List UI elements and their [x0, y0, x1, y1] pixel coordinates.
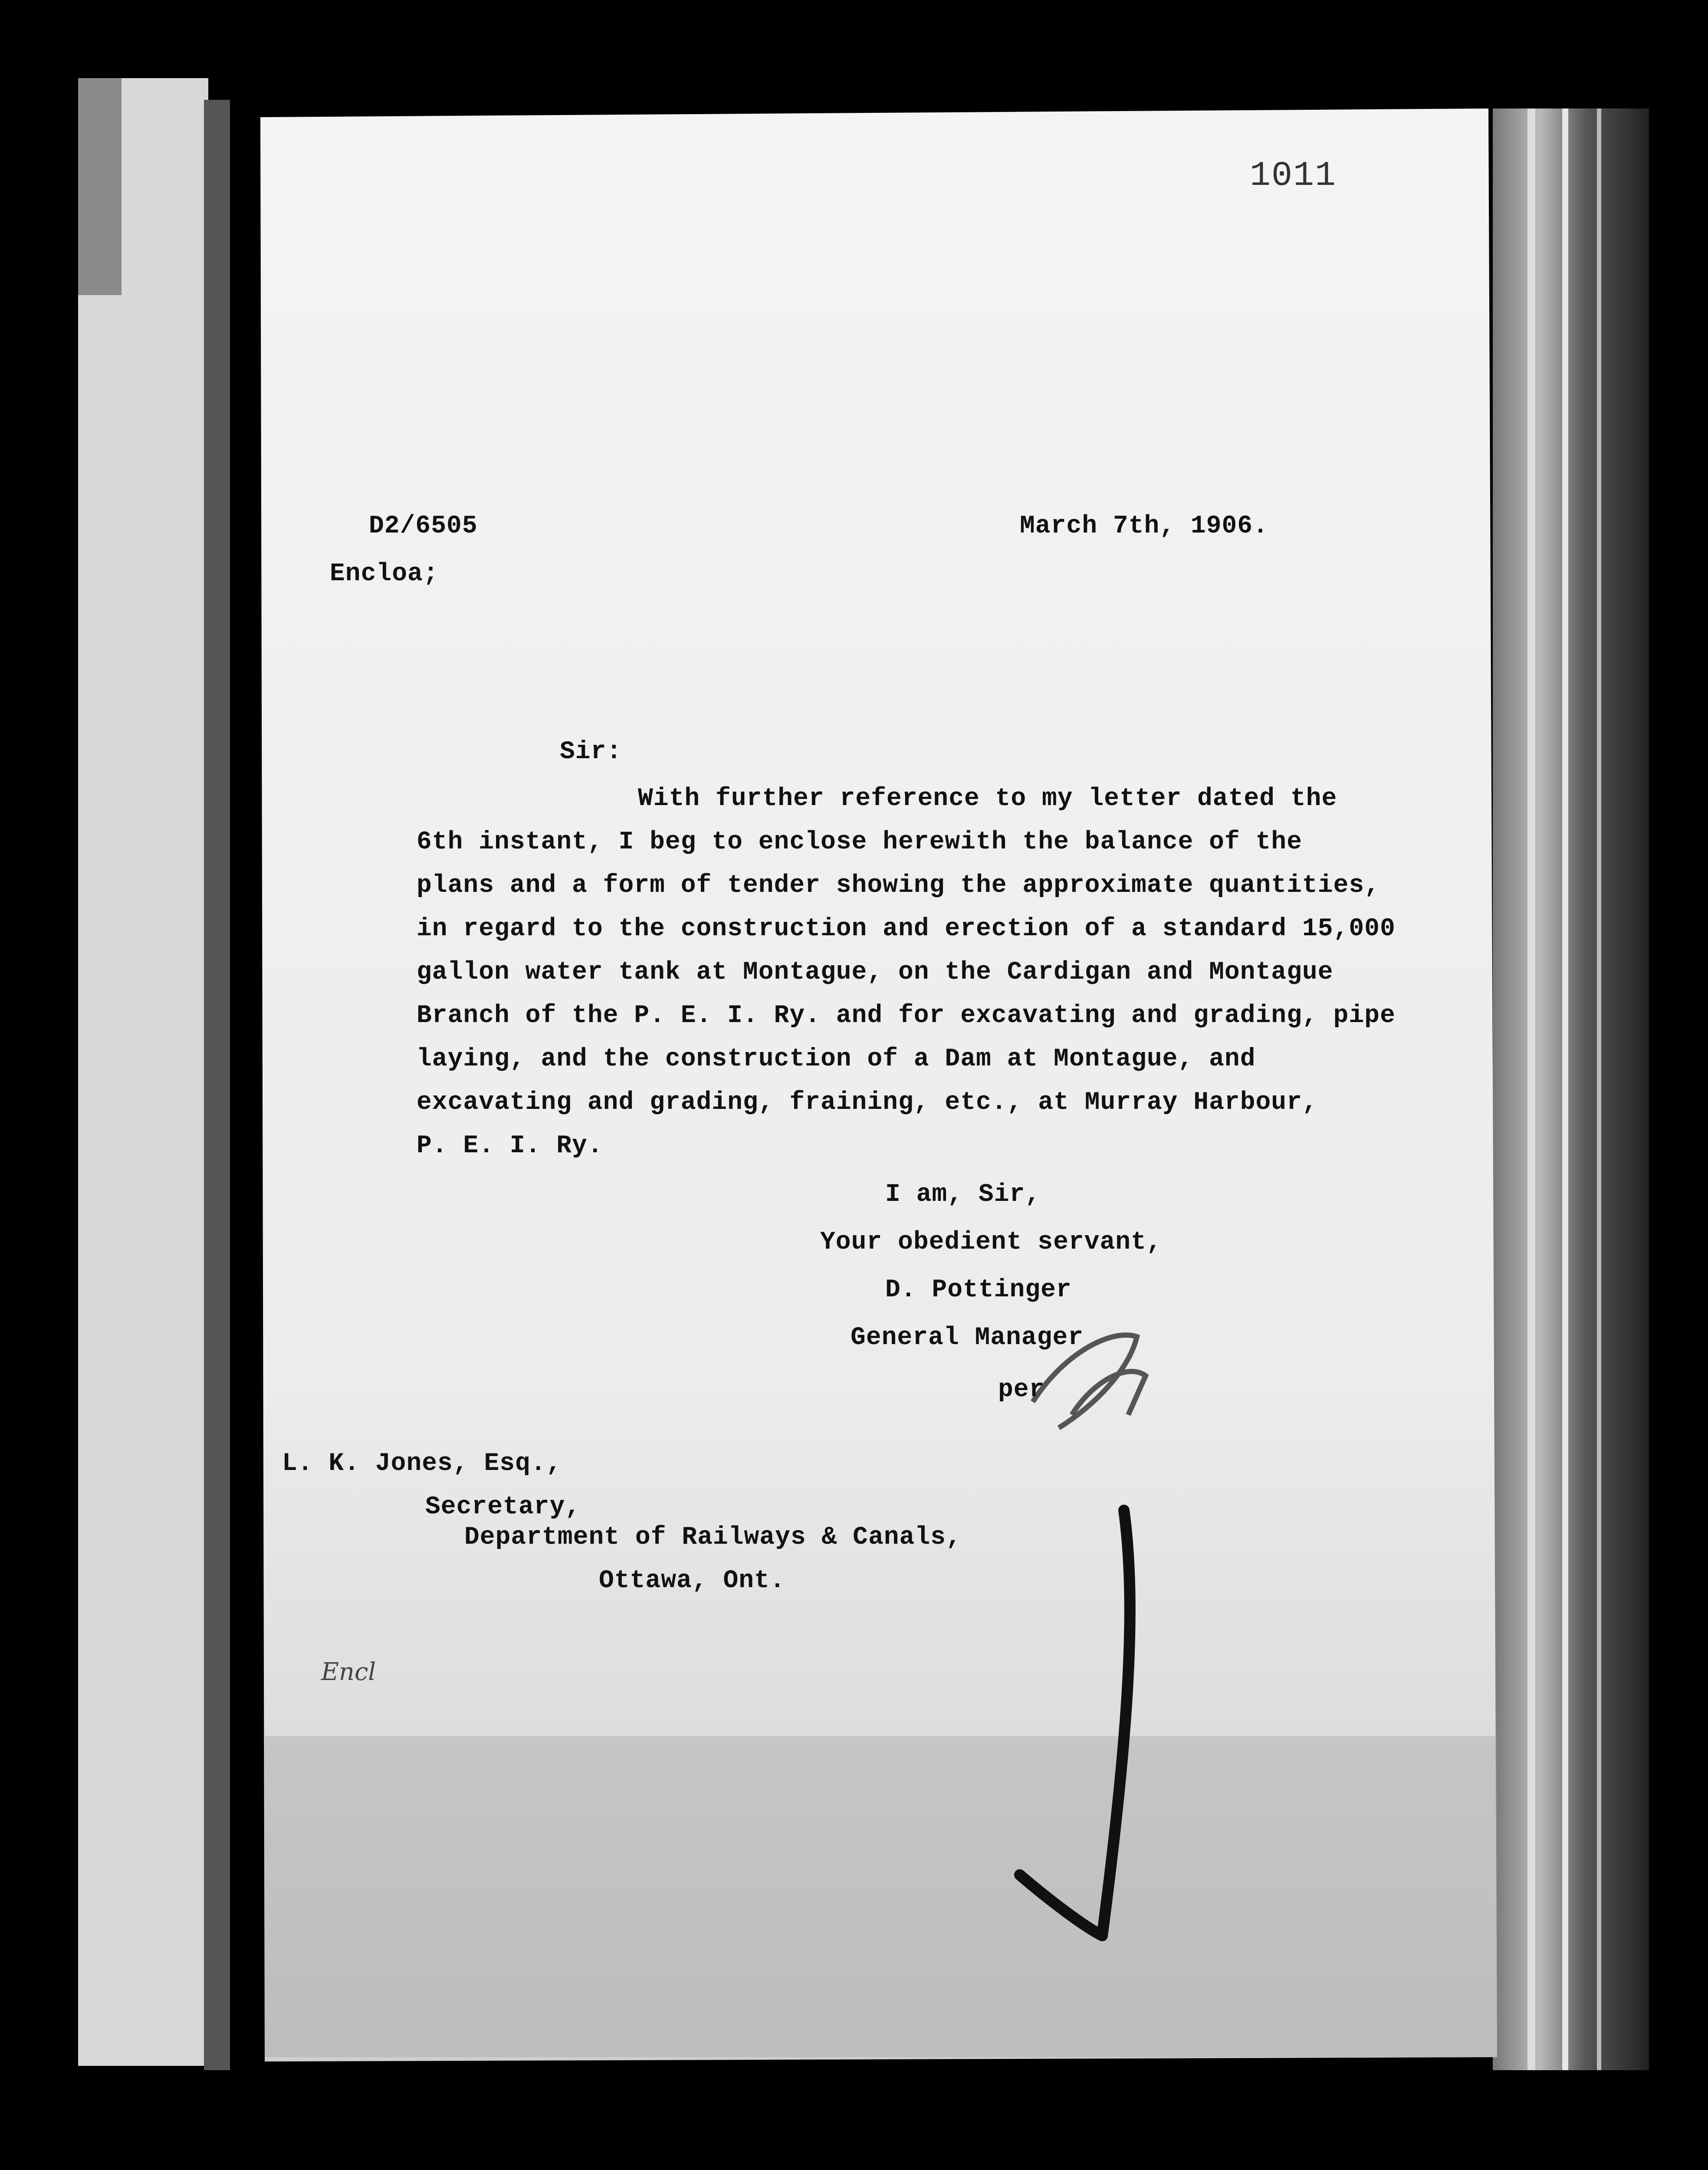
body-line: in regard to the construction and erection of a standard 15,000	[417, 915, 1396, 943]
page-stack-edges	[1493, 108, 1649, 2070]
enclosure-marker: Encloa;	[330, 560, 439, 588]
signatory-title: General Manager	[851, 1324, 1084, 1352]
letter-date: March 7th, 1906.	[1020, 512, 1268, 540]
addressee-department: Department of Railways & Canals,	[464, 1523, 962, 1552]
addressee-name: L. K. Jones, Esq.,	[282, 1450, 562, 1478]
page-shadow	[265, 1736, 1497, 2057]
salutation: Sir:	[560, 738, 622, 766]
closing-line: I am, Sir,	[885, 1180, 1041, 1209]
left-page-strip	[78, 78, 230, 2070]
addressee-title: Secretary,	[425, 1493, 581, 1521]
addressee-city: Ottawa, Ont.	[599, 1567, 785, 1595]
body-line: With further reference to my letter dated the	[638, 785, 1337, 813]
body-line: excavating and grading, fraining, etc., at Murray Harbour,	[417, 1088, 1318, 1117]
body-line: plans and a form of tender showing the approximate quantities,	[417, 871, 1380, 900]
body-line: gallon water tank at Montague, on the Cardigan and Montague	[417, 958, 1334, 986]
closing-line: Your obedient servant,	[820, 1228, 1162, 1256]
signatory-name: D. Pottinger	[885, 1276, 1072, 1304]
body-line: laying, and the construction of a Dam at Montague, and	[417, 1045, 1256, 1073]
handwritten-enclosure-note: Encl	[321, 1658, 376, 1686]
body-line: P. E. I. Ry.	[417, 1132, 603, 1160]
per-marker: per	[998, 1376, 1045, 1404]
body-line: Branch of the P. E. I. Ry. and for excavating and grading, pipe	[417, 1002, 1396, 1030]
folio-number: 1011	[1250, 156, 1337, 196]
reference-number: D2/6505	[369, 512, 478, 540]
body-line: 6th instant, I beg to enclose herewith the balance of the	[417, 828, 1302, 856]
